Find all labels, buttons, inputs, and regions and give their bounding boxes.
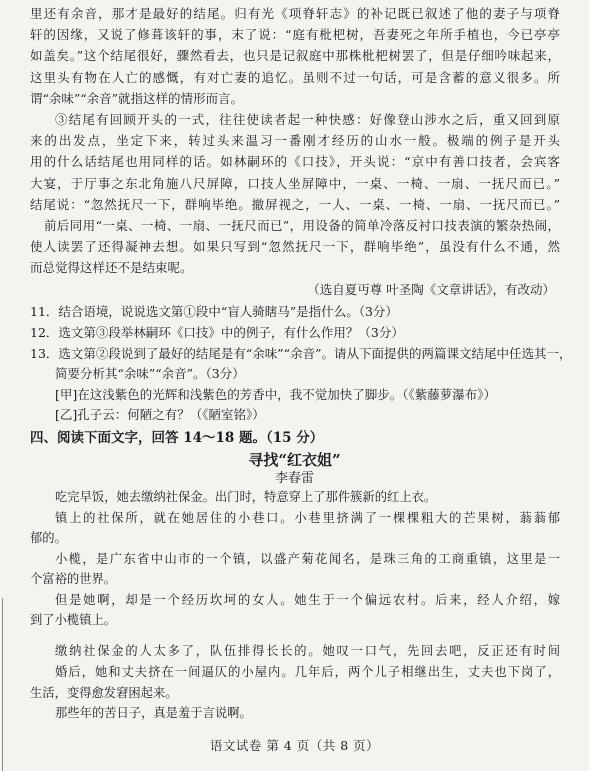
essay-line: 谓“余味”“余音”就指这样的情形而言。	[30, 91, 244, 106]
essay-line: 这里头有物在人亡的感慨，有对亡妻的追忆。虽则不过一句话，可是含蓄的意义很多。所	[30, 70, 560, 85]
story-line: 但是她啊，却是一个经历坎坷的女人。她生于一个偏远农村。后来，经人介绍，嫁	[55, 593, 560, 607]
story-line: 镇上的社保所，就在她居住的小巷口。小巷里挤满了一棵棵粗大的芒果树，蓊蓊郁	[55, 511, 560, 525]
story-line: 缴纳社保金的人太多了，队伍排得长长的。她叹一口气，先回去吧，反正还有时间	[55, 644, 560, 658]
essay-paragraph-3-start: ③结尾有回顾开头的一式，往往使读者起一种快感：好像登山涉水之后，重又回到原	[55, 112, 560, 127]
story-line: 婚后，她和丈夫挤在一间逼仄的小屋内。几年后，两个儿子相继出生，丈夫也下岗了，	[55, 665, 560, 679]
question-11: 11．结合语境，说说选文第①段中“盲人骑瞎马”是指什么。（3分）	[30, 304, 398, 319]
page-footer: 语文试卷 第 4 页（共 8 页）	[209, 738, 380, 753]
question-13-continued: 简要分析其“余味”“余音”。（3分）	[55, 366, 245, 381]
question-12: 12．选文第③段举林嗣环《口技》中的例子，有什么作用？（3分）	[30, 325, 404, 340]
question-13: 13．选文第②段说到了最好的结尾是有“余味”“余音”。请从下面提供的两篇课文结尾中任选其一，	[30, 346, 572, 361]
story-line: 生活，变得愈发窘困起来。	[30, 686, 178, 700]
story-author: 李春雷	[274, 471, 314, 486]
story-line: 小榄，是广东省中山市的一个镇，以盛产菊花闻名，是珠三角的工商重镇，这里是一	[55, 552, 560, 566]
essay-source-citation: （选自夏丏尊 叶圣陶《文章讲话》，有改动）	[307, 282, 555, 297]
essay-line: 而总觉得这样还不是结束呢。	[30, 260, 193, 275]
story-line: 那些年的苦日子，真是羞于言说啊。	[55, 706, 252, 720]
section-4-heading: 四、阅读下面文字，回答 14～18 题。（15 分）	[30, 430, 324, 446]
essay-line: 来的出发点，坐定下来，转过头来温习一番刚才经历的山水一般。极端的例子是开头	[30, 133, 560, 148]
question-13-option-jia: [甲]在这浅紫色的光辉和浅紫色的芳香中，我不觉加快了脚步。（《紫藤萝瀑布》）	[55, 387, 497, 402]
essay-line: 如盖矣。”这个结尾很好，骤然看去，也只是记叙庭中那株枇杷树罢了，但是仔细吟味起来，	[30, 48, 560, 63]
story-line: 吃完早饭，她去缴纳社保金。出门时，特意穿上了那件簇新的红上衣。	[55, 490, 437, 504]
question-13-option-yi: [乙]孔子云：何陋之有？（《陋室铭》）	[55, 407, 265, 422]
essay-line: 大宴，于厅事之东北角施八尺屏障，口技人坐屏障中，一桌、一椅、一扇、一抚尺而已。”	[30, 176, 560, 191]
story-line: 郁的。	[30, 531, 67, 545]
story-line: 到了小榄镇上。	[30, 613, 117, 627]
scan-edge-line	[2, 598, 3, 771]
essay-line: 用的什么话结尾也用同样的话。如林嗣环的《口技》，开头说：“京中有善口技者，会宾客	[30, 154, 560, 169]
story-title: 寻找“红衣姐”	[248, 451, 341, 469]
essay-line: 使人读罢了还得凝神去想。如果只写到“忽然抚尺一下，群响毕绝”，虽没有什么不通，然	[30, 239, 560, 254]
essay-line: 轩的因缘，又说了修葺该轩的事，末了说：“庭有枇杷树，吾妻死之年所手植也，今已亭亭	[30, 27, 560, 42]
essay-line: 前后同用“一桌、一椅、一扇、一抚尺而已”，用设备的简单冷落反衬口技表演的繁杂热闹，	[44, 218, 560, 233]
essay-line: 里还有余音，那才是最好的结尾。归有光《项脊轩志》的补记既已叙述了他的妻子与项脊	[30, 6, 560, 21]
story-line: 个富裕的世界。	[30, 572, 117, 586]
essay-line: 结尾说：“忽然抚尺一下，群响毕绝。撤屏视之，一人、一桌、一椅、一扇、一抚尺而已。”	[30, 197, 560, 212]
